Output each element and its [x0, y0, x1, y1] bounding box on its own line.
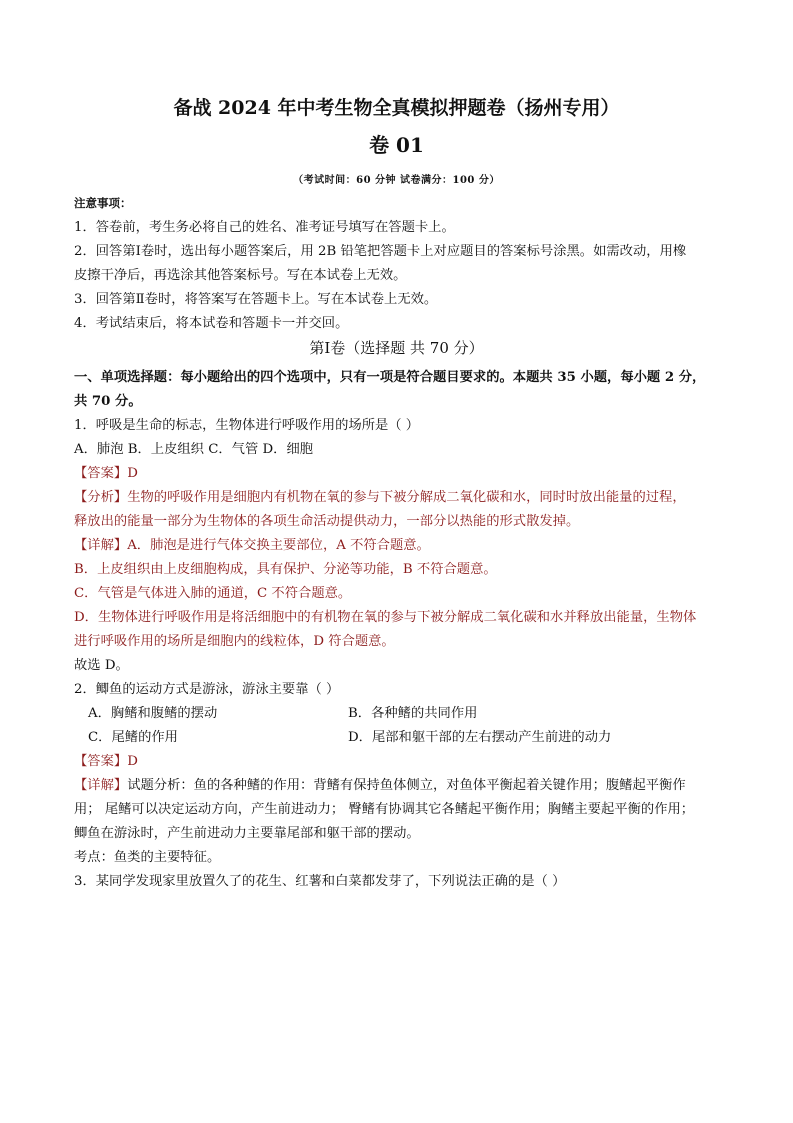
question-2-option-c: C．尾鳍的作用: [88, 730, 178, 745]
question-1-options: A．肺泡 B．上皮组织 C．气管 D．细胞: [74, 442, 314, 457]
question-3-stem: 3．某同学发现家里放置久了的花生、红薯和白菜都发芽了，下列说法正确的是（ ）: [74, 874, 566, 889]
question-1-answer: [74, 464, 138, 484]
notice-item: 皮擦干净后，再选涂其他答案标号。写在本试卷上无效。: [74, 268, 407, 283]
paper-subtitle: 卷 01: [369, 133, 424, 157]
section-title: 第Ⅰ卷（选择题 共 70 分）: [309, 339, 484, 357]
knowledge-point: 考点：鱼类的主要特征。: [74, 850, 221, 865]
detail-text: B．上皮组织由上皮细胞构成，具有保护、分泌等功能，B 不符合题意。: [74, 562, 497, 577]
analysis-tag: 【分析】: [74, 490, 128, 505]
notice-item: 2．回答第Ⅰ卷时，选出每小题答案后，用 2B 铅笔把答题卡上对应题目的答案标号涂黑。如需改动，用橡: [74, 244, 687, 259]
answer-value: D: [127, 754, 138, 769]
page-title: 备战 2024 年中考生物全真模拟押题卷（扬州专用）: [173, 97, 620, 119]
exam-info: （考试时间：60 分钟 试卷满分：100 分）: [293, 175, 500, 186]
notice-heading: 注意事项：: [74, 196, 132, 210]
question-2-option-a: A．胸鳍和腹鳍的摆动: [88, 706, 218, 721]
detail-text: 鲫鱼在游泳时，产生前进动力主要靠尾部和躯干部的摆动。: [74, 826, 420, 841]
question-1-stem: 1．呼吸是生命的标志，生物体进行呼吸作用的场所是（ ）: [74, 418, 420, 433]
detail-text: 试题分析：鱼的各种鳍的作用：背鳍有保持鱼体侧立，对鱼体平衡起着关键作用；腹鳍起平衡作: [127, 778, 686, 793]
detail-text: 用； 尾鳍可以决定运动方向，产生前进动力； 臀鳍有协调其它各鳍起平衡作用；胸鳍主要起平衡的作用；: [74, 802, 695, 817]
question-2-option-d: D．尾部和躯干部的左右摆动产生前进的动力: [348, 730, 612, 745]
conclusion: 故选 D。: [74, 658, 129, 673]
answer-tag: 【答案】: [74, 754, 128, 769]
detail-tag: 【详解】: [74, 778, 128, 793]
section-instruction: 一、单项选择题：每小题给出的四个选项中，只有一项是符合题目要求的。本题共 35 小题，每小题 2 分，: [74, 370, 706, 385]
detail-text: A．肺泡是进行气体交换主要部位，A 不符合题意。: [127, 538, 430, 553]
notice-item: 1．答卷前，考生务必将自己的姓名、准考证号填写在答题卡上。: [74, 220, 455, 235]
question-2-answer: [74, 752, 138, 772]
question-2-option-b: B．各种鳍的共同作用: [348, 706, 478, 721]
notice-item: 4．考试结束后，将本试卷和答题卡一并交回。: [74, 316, 349, 331]
analysis-text: 生物的呼吸作用是细胞内有机物在氧的参与下被分解成二氧化碳和水，同时时放出能量的过程，: [127, 490, 686, 505]
question-2-detail: [74, 776, 686, 796]
notice-item: 3．回答第Ⅱ卷时，将答案写在答题卡上。写在本试卷上无效。: [74, 292, 438, 307]
detail-text: 进行呼吸作用的场所是细胞内的线粒体，D 符合题意。: [74, 634, 395, 649]
section-instruction: 共 70 分。: [74, 394, 142, 409]
detail-tag: 【详解】: [74, 538, 128, 553]
question-2-stem: 2．鲫鱼的运动方式是游泳，游泳主要靠（ ）: [74, 682, 340, 697]
question-1-detail: [74, 536, 430, 556]
detail-text: C．气管是气体进入肺的通道，C 不符合题意。: [74, 586, 352, 601]
question-1-analysis: [74, 488, 686, 508]
analysis-text: 释放出的能量一部分为生物体的各项生命活动提供动力，一部分以热能的形式散发掉。: [74, 514, 580, 529]
answer-value: D: [127, 466, 138, 481]
detail-text: D．生物体进行呼吸作用是将活细胞中的有机物在氧的参与下被分解成二氧化碳和水并释放出能量，生物体: [74, 610, 697, 625]
answer-tag: 【答案】: [74, 466, 128, 481]
